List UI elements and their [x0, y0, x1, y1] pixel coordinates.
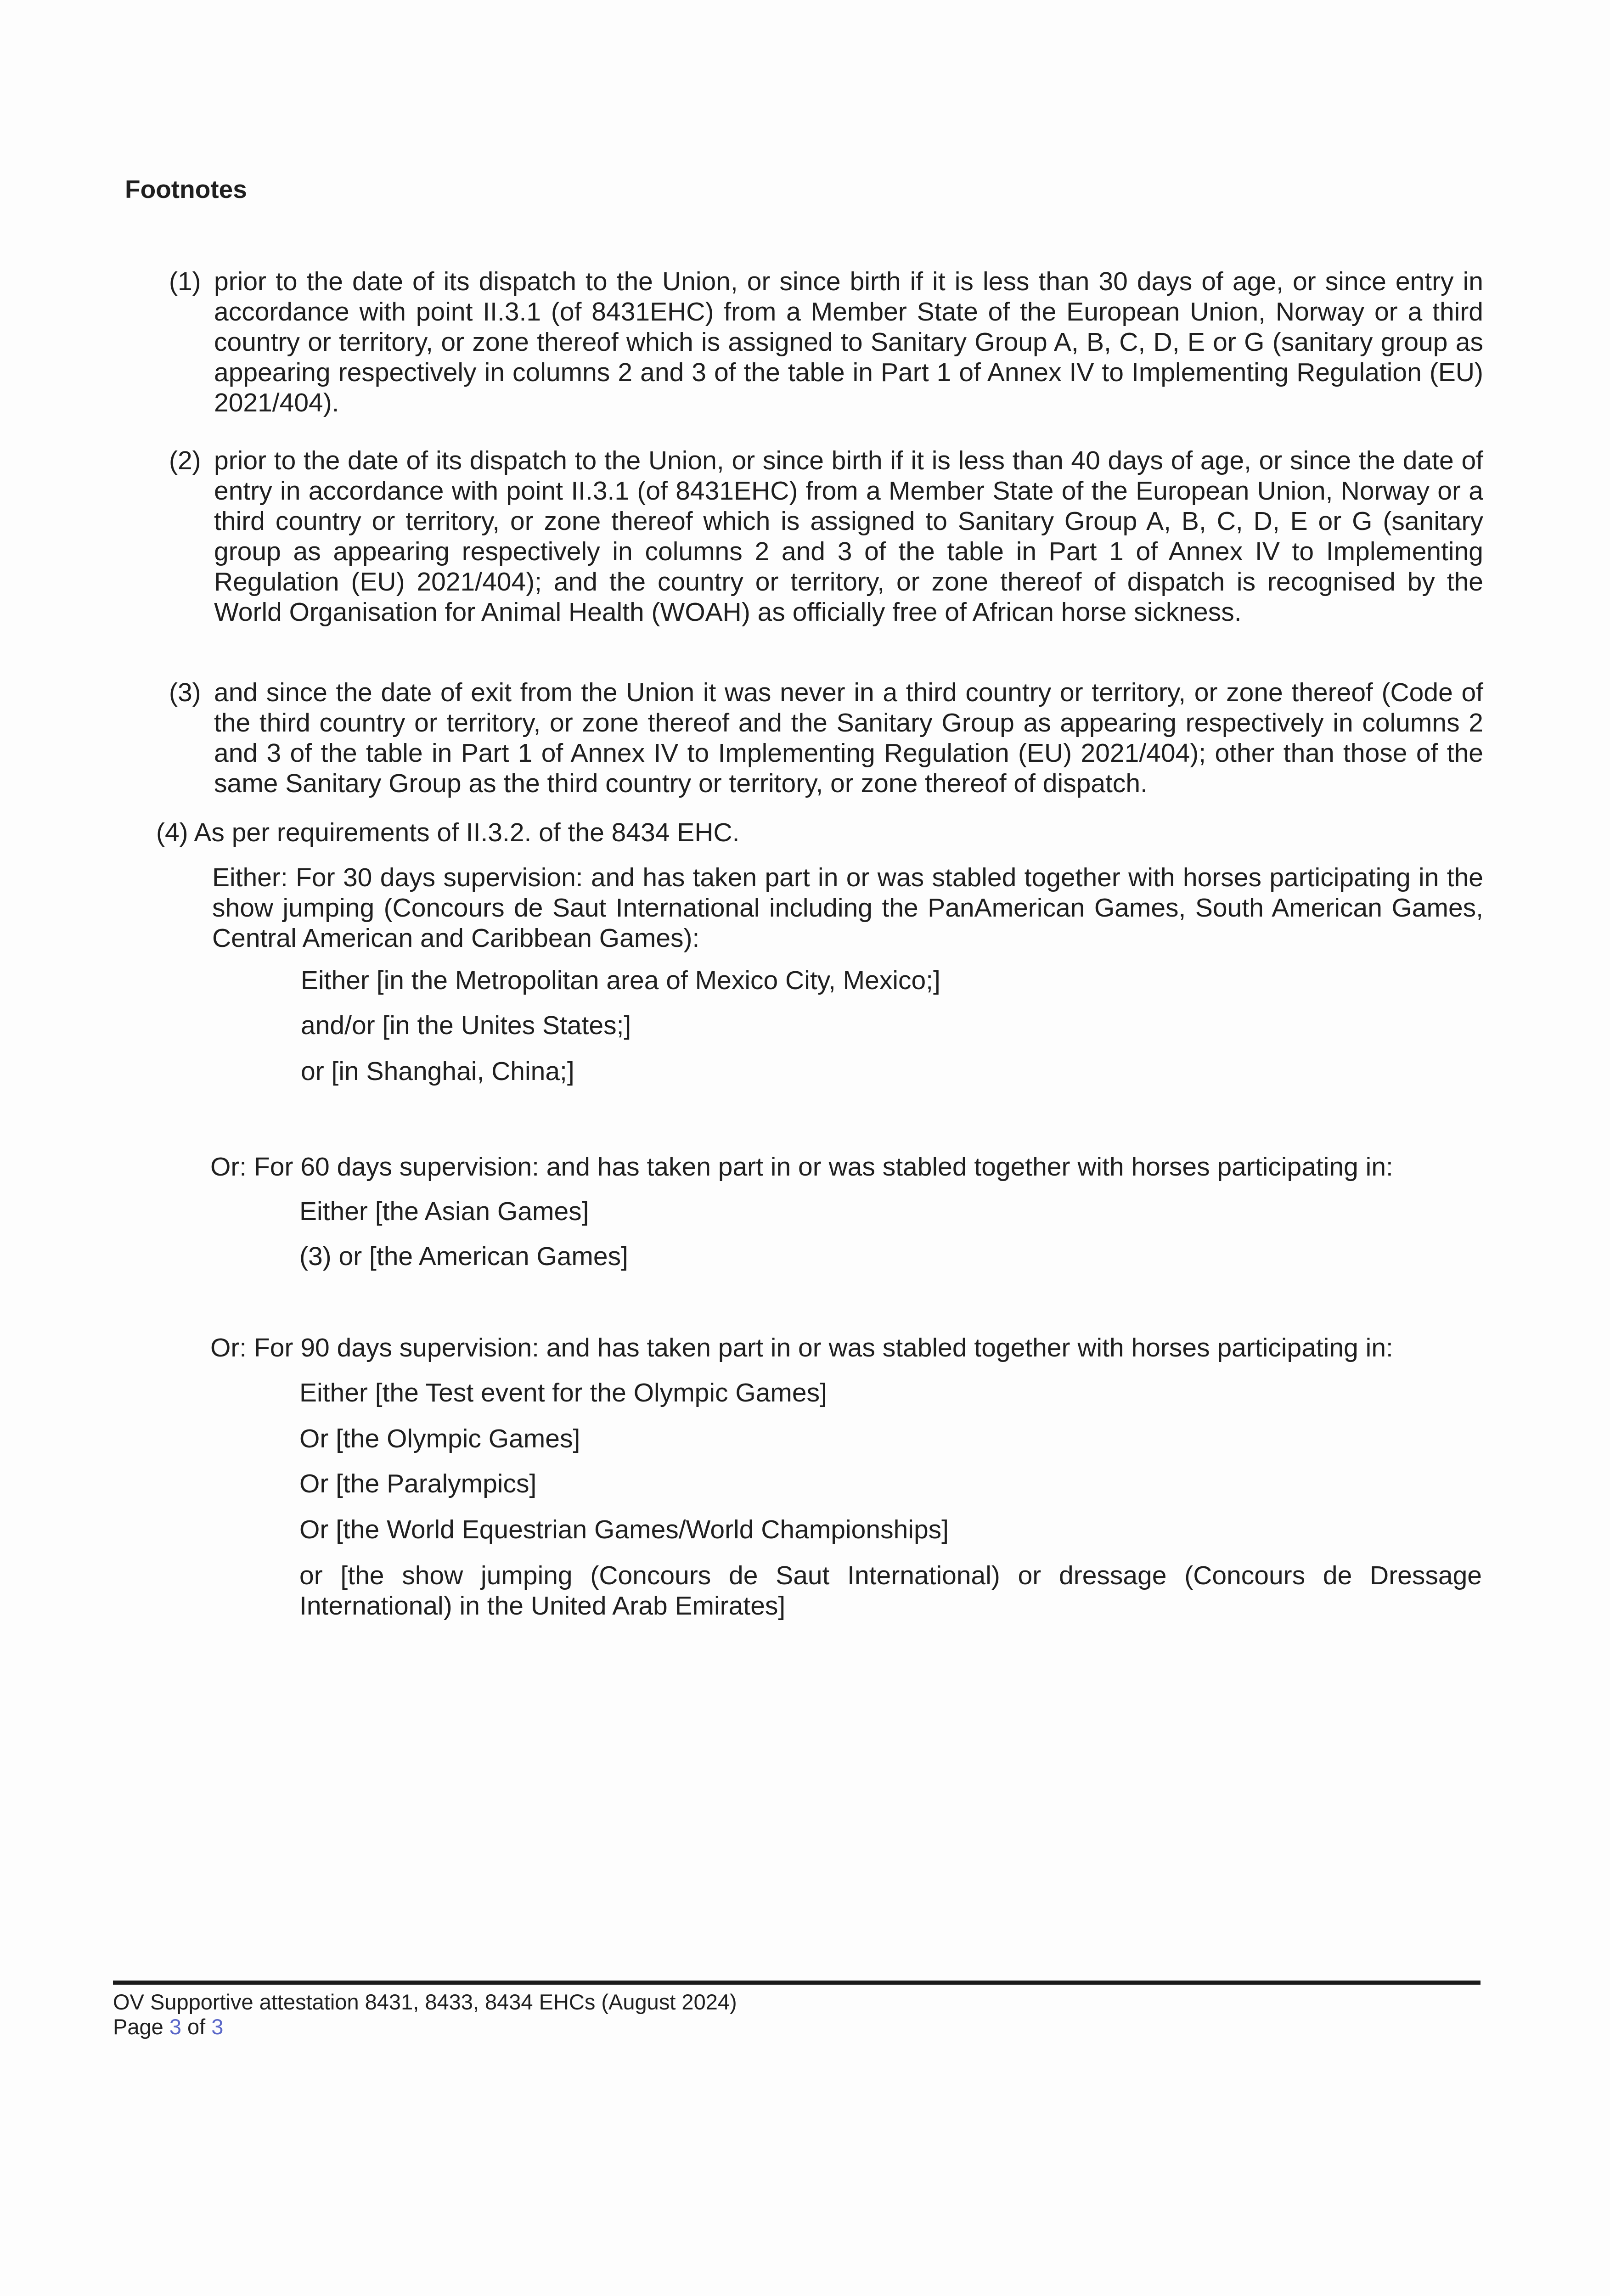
footnote-number: (1) [169, 267, 201, 296]
option-90-item: Or [the World Equestrian Games/World Championships] [299, 1515, 949, 1544]
option-60-days-intro: Or: For 60 days supervision: and has taken part in or was stabled together with horses participating in: [210, 1152, 1393, 1182]
total-pages: 3 [211, 2015, 224, 2039]
option-60-item: Either [the Asian Games] [299, 1197, 589, 1226]
option-30-item: and/or [in the Unites States;] [301, 1011, 631, 1040]
footnote-text: prior to the date of its dispatch to the Union, or since birth if it is less than 30 days of age, or since entry in accordance with point II.3.1 (of 8431EHC) from a Member State of the European Union, Norway or a third country or territory, or zone thereof which is assigned to Sanitary Group A, B, C, D, E or G (sanitary group as appearing respectively in columns 2 and 3 of the table in Part 1 of Annex IV to Implementing Regulation (EU) 2021/404). [214, 267, 1483, 417]
footnote-4: (4) As per requirements of II.3.2. of the 8434 EHC. [156, 818, 740, 847]
footnote-text: prior to the date of its dispatch to the Union, or since birth if it is less than 40 days of age, or since the date of entry in accordance with point II.3.1 (of 8431EHC) from a Member State of the European Union, Norway or a third country or territory, or zone thereof which is assigned to Sanitary Group A, B, C, D, E or G (sanitary group as appearing respectively in columns 2 and 3 of the table in Part 1 of Annex IV to Implementing Regulation (EU) 2021/404); and the country or territory, or zone thereof of dispatch is recognised by the World Organisation for Animal Health (WOAH) as officially free of African horse sickness. [214, 446, 1483, 627]
option-30-days-intro: Either: For 30 days supervision: and has taken part in or was stabled together with horses participating in the show jumping (Concours de Saut International including the PanAmerican Games, South American Games, Central American and Caribbean Games): [212, 863, 1483, 953]
footer-page-number [113, 2015, 223, 2039]
footnote-number: (3) [169, 678, 201, 707]
option-90-days-intro: Or: For 90 days supervision: and has taken part in or was stabled together with horses participating in: [210, 1333, 1393, 1362]
footnote-number: (2) [169, 446, 201, 475]
option-90-item: or [the show jumping (Concours de Saut International) or dressage (Concours de Dressage International) in the United Arab Emirates] [299, 1561, 1482, 1621]
footer-document-title: OV Supportive attestation 8431, 8433, 8434 EHCs (August 2024) [113, 1990, 737, 2014]
option-30-item: Either [in the Metropolitan area of Mexico City, Mexico;] [301, 966, 940, 995]
page-of-label: of [181, 2015, 212, 2039]
option-90-item: Or [the Paralympics] [299, 1469, 537, 1498]
footer-divider [113, 1981, 1481, 1985]
footnotes-heading: Footnotes [125, 175, 247, 203]
footnote-3 [169, 677, 1483, 799]
option-60-item: (3) or [the American Games] [299, 1242, 628, 1271]
option-90-item: Or [the Olympic Games] [299, 1424, 580, 1453]
option-30-item: or [in Shanghai, China;] [301, 1057, 574, 1086]
footnote-text: and since the date of exit from the Union it was never in a third country or territory, or zone thereof (Code of the third country or territory, or zone thereof and the Sanitary Group as appearing respectively in columns 2 and 3 of the table in Part 1 of Annex IV to Implementing Regulation (EU) 2021/404); other than those of the same Sanitary Group as the third country or territory, or zone thereof of dispatch. [214, 678, 1483, 798]
page-label: Page [113, 2015, 169, 2039]
current-page: 3 [169, 2015, 181, 2039]
footnote-1 [169, 266, 1483, 418]
footnote-2 [169, 445, 1483, 627]
option-90-item: Either [the Test event for the Olympic Games] [299, 1378, 827, 1407]
